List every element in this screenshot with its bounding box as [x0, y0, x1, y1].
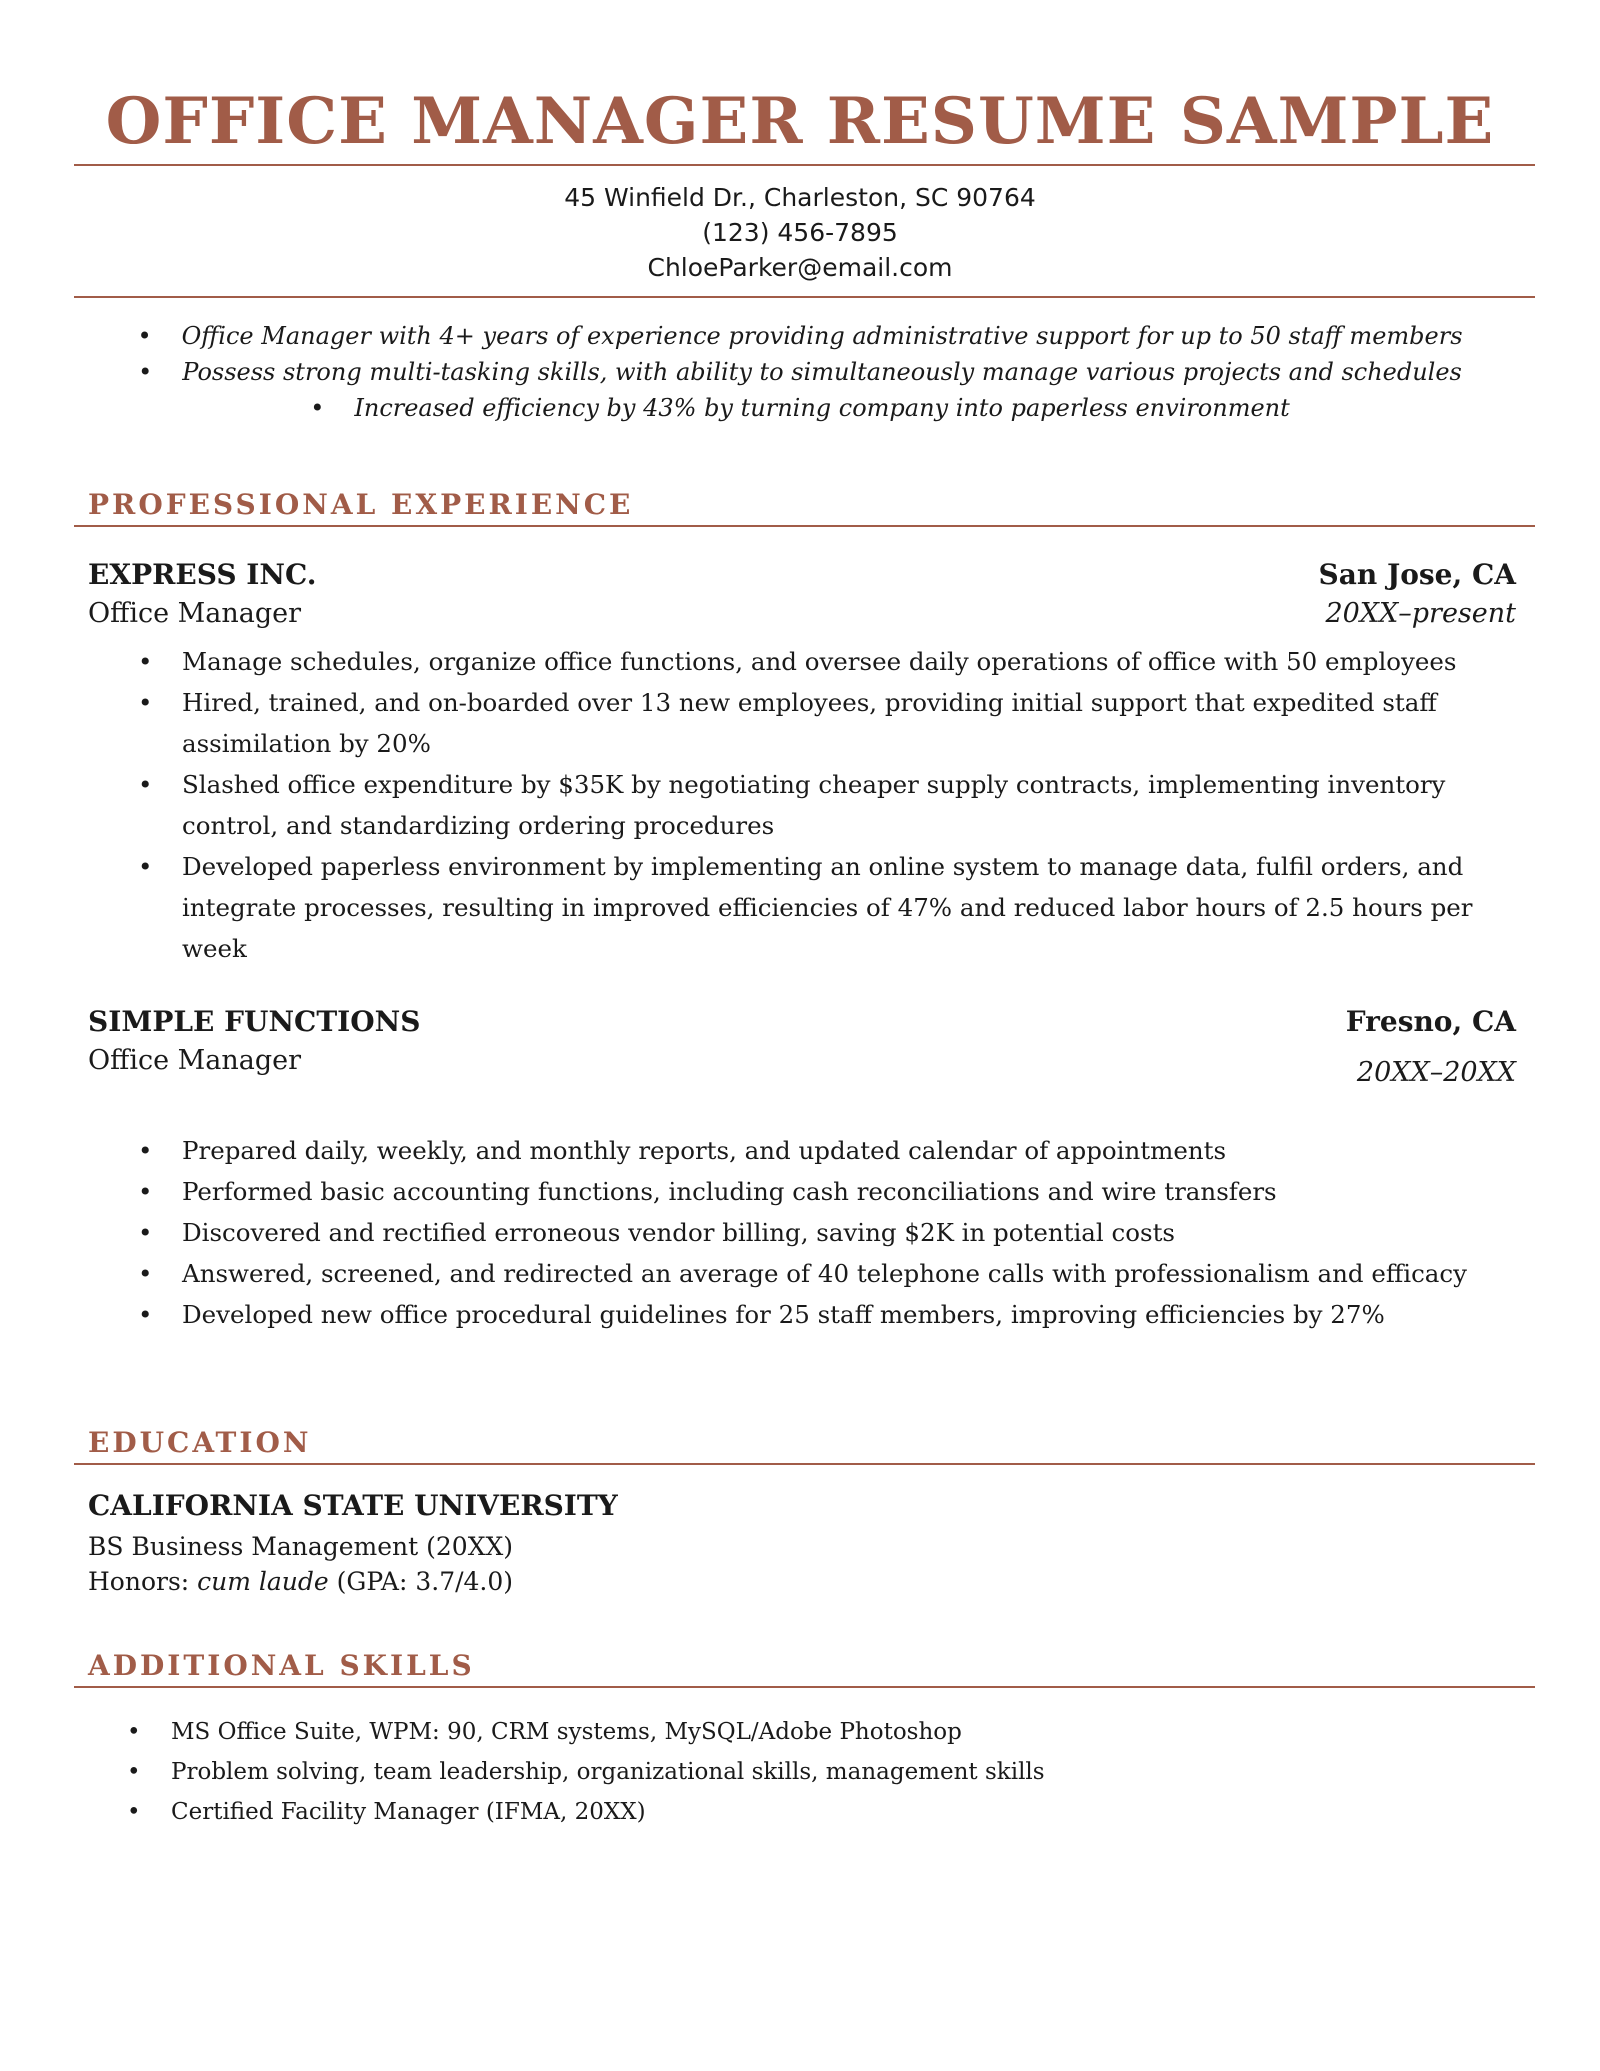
list-item: • Hired, trained, and on-boarded over 13 new employees, providing initial support that expedited staff assimilation by 20% [182, 682, 1522, 764]
contact-phone: (123) 456-7895 [702, 218, 898, 247]
list-item: • Problem solving, team leadership, organizational skills, management skills [171, 1752, 1511, 1792]
experience-divider [74, 525, 1535, 527]
employer-name: EXPRESS INC. [88, 558, 317, 591]
list-item: • Slashed office expenditure by $35K by negotiating cheaper supply contracts, implementing inventory control, and standardizing ordering procedures [182, 764, 1522, 846]
section-heading-skills: ADDITIONAL SKILLS [88, 1649, 475, 1682]
honors-label: Honors: [88, 1567, 198, 1596]
resume-title: OFFICE MANAGER RESUME SAMPLE [105, 84, 1495, 159]
gpa: (GPA: 3.7/4.0) [328, 1567, 514, 1596]
summary-item: • Increased efficiency by 43% by turning company into paperless environment [0, 390, 1600, 426]
list-item: • Discovered and rectified erroneous vendor billing, saving $2K in potential costs [182, 1212, 1522, 1253]
skills-list [171, 1712, 1511, 1832]
employer-name: SIMPLE FUNCTIONS [88, 1005, 421, 1038]
job-dates: 20XX–present [1325, 598, 1516, 629]
honors-value: cum laude [197, 1567, 329, 1596]
list-item: • Manage schedules, organize office functions, and oversee daily operations of office with 50 employees [182, 641, 1522, 682]
list-item: • Developed new office procedural guidelines for 25 staff members, improving efficiencies by 27% [182, 1294, 1522, 1335]
degree: BS Business Management (20XX) [88, 1532, 514, 1561]
job-bullets [182, 641, 1522, 969]
school-name: CALIFORNIA STATE UNIVERSITY [88, 1489, 618, 1522]
job-dates: 20XX–20XX [1356, 1057, 1516, 1088]
job-location: San Jose, CA [1318, 558, 1516, 591]
section-heading-experience: PROFESSIONAL EXPERIENCE [88, 488, 634, 521]
job-location: Fresno, CA [1345, 1005, 1516, 1038]
list-item: • Performed basic accounting functions, including cash reconciliations and wire transfers [182, 1171, 1522, 1212]
section-heading-education: EDUCATION [88, 1426, 312, 1459]
contact-address: 45 Winfield Dr., Charleston, SC 90764 [564, 183, 1036, 212]
job-role: Office Manager [88, 598, 302, 629]
summary-item: • Office Manager with 4+ years of experience providing administrative support for up to 50 staff members [0, 318, 1600, 354]
summary-item: • Possess strong multi-tasking skills, with ability to simultaneously manage various projects and schedules [0, 354, 1600, 390]
skills-divider [74, 1686, 1535, 1688]
title-divider [74, 164, 1535, 166]
list-item: • MS Office Suite, WPM: 90, CRM systems, MySQL/Adobe Photoshop [171, 1712, 1511, 1752]
summary-list [0, 318, 1600, 426]
job-role: Office Manager [88, 1045, 302, 1076]
honors [88, 1565, 513, 1599]
list-item: • Answered, screened, and redirected an average of 40 telephone calls with professionalism and efficacy [182, 1253, 1522, 1294]
education-divider [74, 1463, 1535, 1465]
list-item: • Prepared daily, weekly, and monthly reports, and updated calendar of appointments [182, 1130, 1522, 1171]
job-bullets [182, 1130, 1522, 1335]
list-item: • Developed paperless environment by implementing an online system to manage data, fulfil orders, and integrate processes, resulting in improved efficiencies of 47% and reduced labor hours of 2.5 hours per week [182, 846, 1522, 969]
contact-divider [74, 296, 1535, 298]
list-item: • Certified Facility Manager (IFMA, 20XX) [171, 1792, 1511, 1832]
contact-email: ChloeParker@email.com [647, 253, 953, 282]
